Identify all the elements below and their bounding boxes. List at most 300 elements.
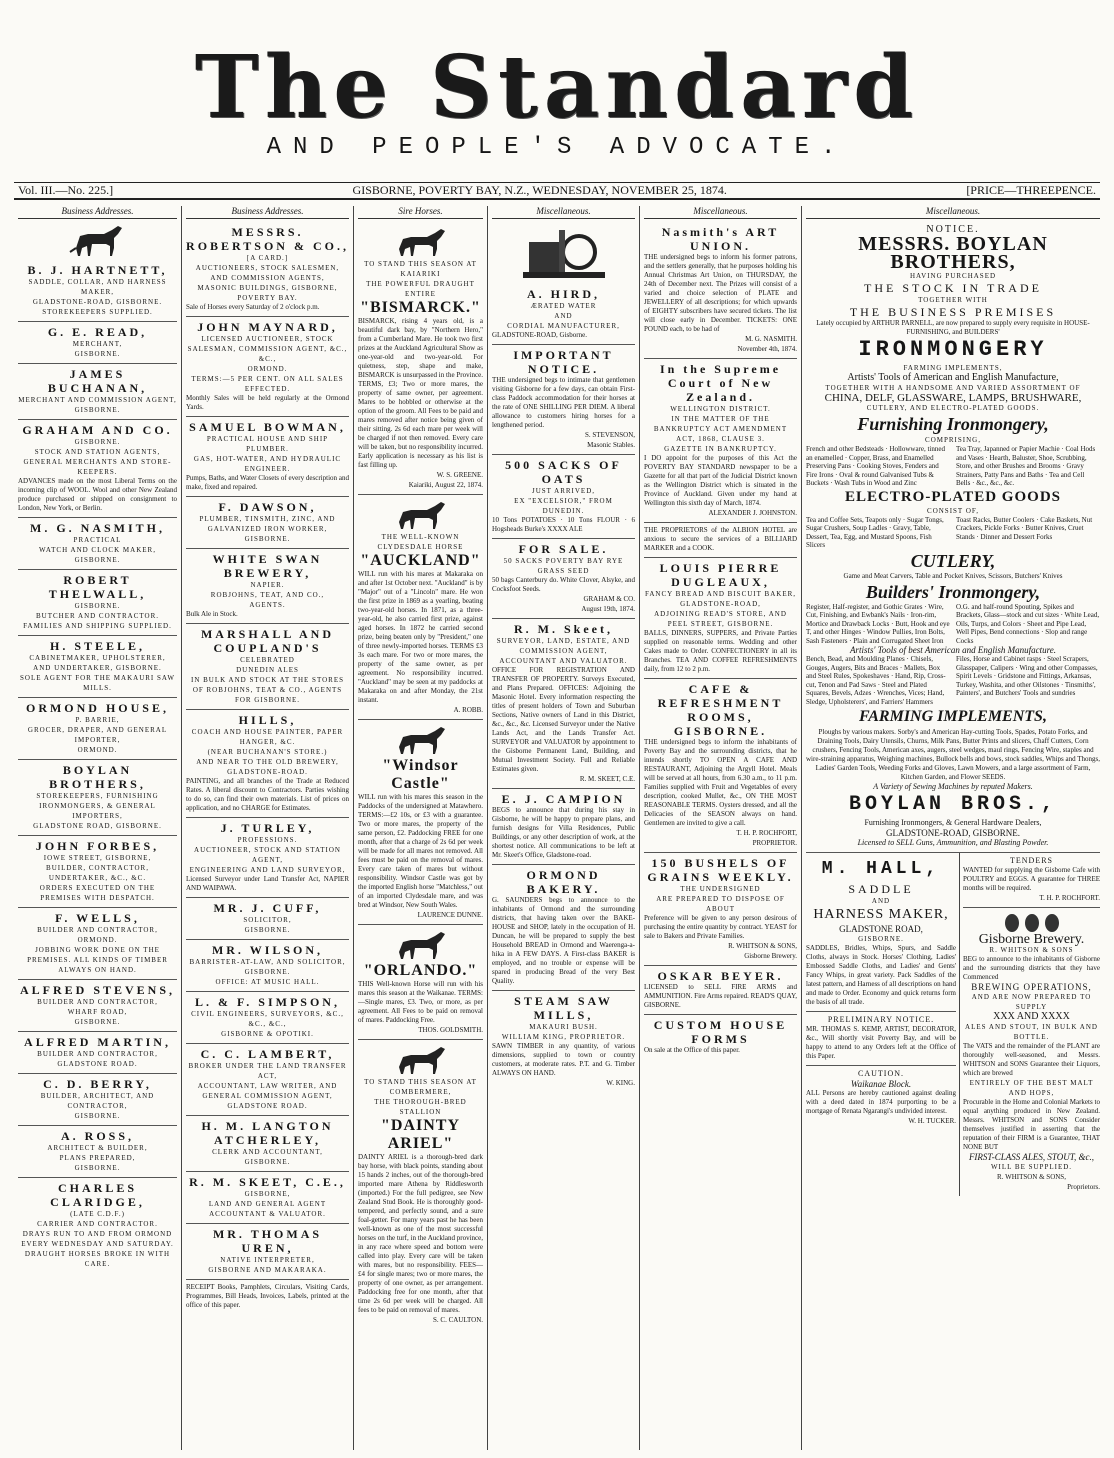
ad-line: CORDIAL MANUFACTURER,	[507, 322, 620, 330]
ad-line: PLANS PREPARED,	[59, 1154, 136, 1162]
ad-line: ORMOND.	[77, 746, 118, 754]
ad-signature: GRAHAM & CO.	[583, 595, 635, 603]
ad-signature: ALEXANDER J. JOHNSTON.	[708, 509, 797, 517]
split-right	[960, 853, 1100, 1196]
ad-name: MR. THOMAS UREN,	[212, 1227, 323, 1255]
column-heading: Business Addresses.	[18, 206, 177, 219]
ad-line: THE POWERFUL DRAUGHT ENTIRE	[366, 280, 475, 298]
barrel-icon	[963, 913, 1100, 933]
ad-line: GAS, HOT-WATER, AND HYDRAULIC ENGINEER.	[193, 455, 342, 473]
ad-signature: R. WHITSON & SONS,	[728, 942, 797, 950]
advertisement	[644, 359, 797, 523]
ad-name: J. TURLEY,	[220, 821, 315, 835]
ad-line: AND	[871, 897, 891, 905]
split-left	[806, 853, 960, 1196]
ad-name: PRELIMINARY NOTICE.	[827, 1015, 935, 1024]
ad-body: BISMARCK, rising 4 years old, is a beautiful dark bay, by "Northern Hero," from a Cumberland Mare. He took two first prizes at the Auckland Agricultural Show as one-year-old and two-year-old. For quietness, step, shape and make, BISMARCK is unsurpassed in the Province. TERMS, £3; Two or more mares, the property of same owner, per agreement. Mares to be hobbled or otherwise at the option of the groom. All Fees to be paid and mares removed after notice being given of their sitting. 2s 6d each mare per week will be charged if not then removed. Every care will be taken, but no responsibility incurred. Early application is necessary as his list is fast filling up.	[358, 317, 483, 469]
ad-name: CAFE & REFRESHMENT ROOMS, GISBORNE.	[657, 682, 784, 738]
ad-line: DUNEDIN ALES	[236, 666, 299, 674]
ad-body: RECEIPT Books, Pamphlets, Circulars, Visiting Cards, Programmes, Bill Heads, Invoices, Labels, printed at the office of this paper.	[186, 1283, 349, 1309]
ad-line: GISBORNE.	[74, 1164, 121, 1172]
ad-line: Licensed to SELL Guns, Ammunition, and Blasting Powder.	[857, 838, 1049, 847]
ad-line: SOLICITOR,	[243, 916, 292, 924]
ad-line: 50 SACKS POVERTY BAY RYE GRASS SEED	[503, 557, 624, 575]
ad-line: JUST ARRIVED,	[531, 487, 596, 495]
ad-line: P. BARRIE,	[75, 716, 120, 724]
advertisement	[18, 570, 177, 636]
advertisement	[186, 710, 349, 818]
ad-line: CELEBRATED	[240, 656, 295, 664]
ad-signature: T. H. P. ROCHFORT.	[1039, 894, 1100, 902]
volume-number: Vol. III.—No. 225.]	[18, 183, 114, 197]
advertisement	[18, 1178, 177, 1273]
advertisement	[644, 523, 797, 558]
ad-line: COMPRISING,	[925, 436, 981, 444]
advertisement	[186, 222, 349, 317]
ad-body: LICENSED to SELL FIRE ARMS and AMMUNITION. Fire Arms repaired. READ'S QUAY, GISBORNE.	[644, 983, 797, 1009]
ad-line: BROKER UNDER THE LAND TRANSFER ACT,	[188, 1062, 347, 1080]
ad-line: (LATE C.D.F.)	[70, 1210, 125, 1218]
ad-body: SADDLES, Bridles, Whips, Spurs, and Saddle Cloths, always in Stock. Horses' Clothing, Ladies' Embossed Saddle Cloths, and Ladies' and Gents' Fancy Whips, in great variety. Pack Saddles of the latest pattern, and Harness of all descriptions on hand and made to Order. Economy and quick returns form the basis of all trade.	[806, 944, 956, 1006]
advertisement	[18, 698, 177, 760]
list-right: O.G. and half-round Spouting, Spikes and Brackets, Glass—stock and cut sizes · White Lead, Oils, Turps, and Colors · Sheet and Pipe Lead, Well Pipes, Bend connections · Slop and range Cocks	[956, 602, 1100, 645]
ad-line: Waikanae Block.	[850, 1079, 912, 1089]
ad-line: GLADSTONE-ROAD,	[680, 600, 761, 608]
ad-line: DRAYS RUN TO AND FROM ORMOND EVERY WEDNESDAY AND SATURDAY. DRAUGHT HORSES BROKE IN WITH CARE.	[21, 1230, 174, 1268]
ad-name: MESSRS. ROBERTSON & CO.,	[186, 225, 349, 253]
ad-line: BUTCHER AND CONTRACTOR.	[35, 612, 160, 620]
ad-name: "AUCKLAND"	[360, 552, 481, 569]
ad-line: BUILDER, CONTRACTOR, UNDERTAKER, &C., &C.	[46, 864, 149, 882]
advertisement	[644, 966, 797, 1015]
advertisement	[492, 455, 635, 539]
ad-body: WANTED for supplying the Gisborne Cafe with POULTRY and EGGS. A guarantee for THREE months will be required.	[963, 866, 1100, 892]
ad-name: ORMOND BAKERY.	[526, 868, 601, 896]
column-business-addresses-2	[182, 206, 354, 1450]
ad-body: BEG to announce to the inhabitants of Gisborne and the surrounding districts that they have Commenced	[963, 955, 1100, 981]
ad-body: Pumps, Baths, and Water Closets of every description and make, fixed and repaired.	[186, 474, 349, 491]
ad-line: XXX AND XXXX	[993, 1011, 1070, 1022]
machinery-icon	[492, 222, 635, 282]
ad-name: H. STEELE,	[49, 639, 146, 653]
ad-line: BREWING OPERATIONS,	[971, 982, 1092, 992]
advertisement	[186, 624, 349, 710]
ad-body: Preference will be given to any person desirous of purchasing the entire quantity by contract. YEAST for sale to Bakers and Private Families.	[644, 914, 797, 940]
advertisement	[186, 317, 349, 417]
ad-body: G. SAUNDERS begs to announce to the inhabitants of Ormond and the surrounding districts, that having taken over the BAKE-HOUSE and SHOP, lately in the occupation of H. Duncan, he will be prepared to supply the best Household BREAD in Ormond and Waerenga-a-hika in A FEW DAYS. A First-class BAKER is employed, and no trouble or expense will be spared in producing Bread of the very Best Quality.	[492, 896, 635, 985]
column-heading: Business Addresses.	[186, 206, 349, 219]
advertisement	[358, 925, 483, 1040]
ad-name: "BISMARCK."	[360, 299, 481, 316]
ad-line: MAKAURI BUSH.	[529, 1023, 598, 1031]
ad-line: ARCHITECT & BUILDER,	[47, 1144, 148, 1152]
horse-icon	[358, 227, 483, 257]
ad-line: BUILDER AND CONTRACTOR,	[37, 998, 158, 1006]
ad-signature: A. ROBB.	[453, 706, 483, 714]
ad-line: GISBORNE.	[74, 556, 121, 564]
ad-line: THE UNDERSIGNED	[680, 885, 761, 893]
list-left: Tea and Coffee Sets, Teapots only · Sugar Tongs, Sugar Crushers, Soup Ladles · Gravy, Table, Dessert, Tea, Egg, and Mustard Spoons, Fish Slicers	[806, 515, 944, 549]
ad-line: GLADSTONE-ROAD, GISBORNE.	[32, 298, 163, 306]
ad-line: GLADSTONE ROAD.	[57, 1060, 138, 1068]
advertisement	[18, 420, 177, 518]
columns	[14, 206, 1104, 1450]
ad-signature: Gisborne Brewery.	[744, 952, 797, 960]
ad-signature: W. H. TUCKER.	[908, 1117, 956, 1125]
ad-line: GROCER, DRAPER, AND GENERAL IMPORTER,	[27, 726, 168, 744]
ad-line: GISBORNE.	[244, 926, 291, 934]
column-heading: Sire Horses.	[358, 206, 483, 219]
ad-line: CLERK AND ACCOUNTANT,	[212, 1148, 323, 1156]
furnishing-heading: Furnishing Ironmongery,	[857, 414, 1049, 434]
advertisement	[358, 495, 483, 720]
bottom-split	[806, 853, 1100, 1196]
advertisement	[492, 789, 635, 865]
ad-line: STOREKEEPERS SUPPLIED.	[42, 308, 153, 316]
ad-line: IN THE MATTER OF THE BANKRUPTCY ACT AMENDMENT ACT, 1868, CLAUSE 3.	[653, 415, 788, 443]
list-right: Files, Horse and Cabinet rasps · Steel Scrapers, Glasspaper, Calipers · Wing and other Compasses, Spirit Levels · Gridstone and Fittings, Arkansas, Turkey, Washita, and other Oilstones · Tinsmiths', Painters', and Butchers' Tools and sundries	[956, 655, 1098, 697]
ad-line: TERMS:—5 PER CENT. ON ALL SALES EFFECTED.	[191, 375, 344, 393]
advertisement	[186, 940, 349, 992]
column-miscellaneous-1	[488, 206, 640, 1450]
ad-body: THE undersigned begs to inform the inhabitants of Poverty Bay and the surrounding districts, that he intends shortly TO OPEN A CAFE AND RESTAURANT, Adjoining the Argyll Hotel. Meals will be served at all hours, from 6.30 a.m., to 11 p.m. Families supplied with Fruit and Vegetables of every description, cooked Mullet, &c., ON THE MOST REASONABLE TERMS. Oysters dressed, and all the Delicacies of the SEASON always on hand. Gentlemen are invited to give a call.	[644, 738, 797, 827]
ad-line: CHINA, DELF, GLASSWARE, LAMPS, BRUSHWARE,	[824, 392, 1082, 404]
boylan-brothers-ad	[806, 222, 1100, 853]
ad-line: GISBORNE.	[858, 935, 904, 943]
ad-line: GISBORNE.	[74, 350, 121, 358]
ad-line: HAVING PURCHASED	[909, 272, 997, 280]
ad-body: DAINTY ARIEL is a thorough-bred dark bay horse, with black points, standing about 15 hands 2 inches, out of the thorough-bred imported mare Athena by Riddlesworth (imported.) For the full pedigree, see New Zealand Stud Book. He is thoroughly good-tempered, and perfectly sound, and a sure foal-getter. For many years past he has been well-known as one of the most successful horses on the turf, in the Auckland province, in any race where speed and bottom were called into play. Every care will be taken with mares, but no responsibility. FEES—£4 for single mares; two or more mares, the property of one owner, as per arrangement. Paddocking free for one month, after that time 2s 6d per week will be charged. All fees to be paid on removal of mares.	[358, 1153, 483, 1314]
ad-line: COACH AND HOUSE PAINTER, PAPER HANGER, &C.	[191, 728, 344, 746]
ad-line: AND ARE NOW PREPARED TO SUPPLY	[971, 993, 1092, 1011]
ad-body: OFFICE FOR REGISTRATION AND TRANSFER OF PROPERTY. Surveys Executed, and Plans Prepared. OFFICES: Adjoining the Masonic Hotel. Every information respecting the titles of present holders of Town and Suburban Sections, Native owners of Land in this District, &c., &c., &c. Licensed Surveyor under the Native Lands Act, and the Lands Transfer Act. SURVEYOR and VALUATOR by appointment to the Gisborne Permanent Land, Building, and Mutual Investment Society. Full and Reliable Estimates given.	[492, 666, 635, 773]
ad-line: GENERAL MERCHANTS AND STORE-KEEPERS.	[23, 458, 172, 476]
ad-line: WILLIAM KING, PROPRIETOR.	[501, 1033, 626, 1041]
advertisement	[186, 1172, 349, 1224]
horse-icon	[18, 222, 177, 258]
ad-name: B. J. HARTNETT,	[27, 263, 168, 277]
ad-signature: S. STEVENSON,	[585, 431, 635, 439]
ad-line: AND UNDERTAKER, GISBORNE.	[33, 664, 162, 672]
ad-line: OFFICE: AT MUSIC HALL.	[215, 978, 320, 986]
advertisement	[358, 222, 483, 495]
ad-line: ORMOND.	[247, 365, 288, 373]
horse-icon	[358, 725, 483, 755]
ad-name: MARSHALL AND COUPLAND'S	[200, 627, 334, 655]
ad-line: CARRIER AND CONTRACTOR.	[37, 1220, 158, 1228]
advertisement	[492, 619, 635, 789]
ad-line: WILL BE SUPPLIED.	[990, 1163, 1073, 1171]
ad-line: GLADSTONE ROAD,	[839, 924, 923, 934]
ad-name: F. DAWSON,	[218, 500, 317, 514]
ad-name: CUSTOM HOUSE FORMS	[653, 1018, 788, 1046]
ad-line: (NEAR BUCHANAN'S STORE.)	[207, 748, 328, 756]
ad-body: Sale of Horses every Saturday of 2 o'clock p.m.	[186, 303, 320, 311]
column-heading: Miscellaneous.	[492, 206, 635, 219]
ad-name: GRAHAM AND CO.	[22, 423, 173, 437]
advertisement	[18, 260, 177, 322]
ad-line: R. WHITSON & SONS	[989, 946, 1074, 954]
ad-line: CONSIST OF,	[927, 506, 979, 515]
ad-line: ORDERS EXECUTED ON THE PREMISES WITH DESPATCH.	[39, 884, 156, 902]
ad-line: THE BUSINESS PREMISES	[849, 305, 1057, 319]
advertisement	[492, 284, 635, 345]
ad-line: MERCHANT AND COMMISSION AGENT,	[18, 396, 177, 404]
ad-name: G. E. READ,	[47, 325, 148, 339]
cutlery-heading: CUTLERY,	[910, 550, 996, 571]
caution-ad	[806, 1066, 956, 1130]
horse-icon	[358, 500, 483, 530]
ad-line: FANCY BREAD AND BISCUIT BAKER,	[644, 590, 797, 598]
ad-name: M. G. NASMITH,	[30, 521, 165, 535]
ad-name: C. D. BERRY,	[43, 1077, 152, 1091]
ad-signature: Proprietors.	[1067, 1183, 1100, 1191]
advertisement	[644, 222, 797, 359]
ad-body: Monthly Sales will be held regularly at the Ormond Yards.	[186, 394, 349, 411]
advertisement	[18, 1074, 177, 1126]
ad-name: 150 BUSHELS OF GRAINS WEEKLY.	[647, 856, 794, 884]
ad-body: WILL run with his mares this season in the Paddocks of the undersigned at Matawhero. TERMS:—£2 10s, or £3 with a guarantee. Two or more mares, the property of the same person, £2. Paddocking FREE for one month, after that a charge of 2s 6d per week will be made for all mares not removed. All fees must be paid on the removal of mares. Every care taken of mares but without responsibility. Windsor Castle was got by the imported English horse "Matchless," out of an imported Clydesdale mare, and was bred at Windsor, New South Wales.	[358, 793, 483, 909]
ad-line: ACCOUNTANT & VALUATOR.	[209, 1210, 326, 1218]
advertisement	[492, 539, 635, 619]
ad-body: Ploughs by various makers. Sorby's and American Hay-cutting Tools, Spades, Potato Forks, and Draining Tools, Dairy Utensils, Churns, Milk Pans, Butter Prints and slicers, Chaff Cutters, Corn crushers, Fencing Tools, American axes, augers, steel wedges, maul rings, Fencing Wire, staples and wire-straining apparatus, Weighing machines, Bullock bells and bows, stock saddles, Whips and Thongs, Ladies' Garden Tools, Weeding Forks and Gloves, Lawn Mowers, and a large assortment of Farm, Kitchen Garden, and Flower SEEDS.	[806, 728, 1100, 781]
horse-icon	[358, 1045, 483, 1075]
ad-line: MASONIC BUILDINGS, GISBORNE, POVERTY BAY.	[197, 284, 338, 302]
ad-body: MR. THOMAS S. KEMP, ARTIST, DECORATOR, &c., Will shortly visit Poverty Bay, and will be happy to attend to any Orders left at the Office of this Paper.	[806, 1025, 956, 1060]
ad-line: ACCOUNTANT, LAW WRITER, AND GENERAL COMMISSION AGENT,	[197, 1082, 338, 1100]
advertisement	[186, 1224, 349, 1280]
ad-name: In the Supreme Court of New Zealand.	[659, 362, 782, 404]
masthead-subtitle: AND PEOPLE'S ADVOCATE.	[266, 134, 848, 161]
ad-body: THE PROPRIETORS of the ALBION HOTEL are anxious to secure the services of a BILLIARD MARKER and a COOK.	[644, 526, 797, 552]
ad-line: FAMILIES AND SHIPPING SUPPLIED.	[23, 622, 172, 630]
advertisement	[186, 1116, 349, 1172]
ad-name: FOR SALE.	[518, 542, 609, 556]
ad-signature: M. G. NASMITH.	[745, 335, 797, 343]
ad-line: NAPIER.	[250, 581, 285, 589]
ad-name: TENDERS	[1010, 856, 1053, 865]
ad-body: THE undersigned begs to inform his former patrons, and the settlers generally, that he purposes holding his Annual Christmas Art Union, on THURSDAY, the 24th of December next. The Prizes will consist of a varied and choice selection of PLATE and JEWELLERY of all descriptions; for which upwards of EIGHTY subscribers have secured tickets. The list will close early in December. TICKETS: ONE POUND each, to be had of	[644, 253, 797, 333]
ad-line: ORMOND.	[77, 936, 118, 944]
ad-name: JOHN MAYNARD,	[197, 320, 338, 334]
advertisement	[18, 364, 177, 420]
ad-body: GLADSTONE-ROAD, Gisborne.	[492, 331, 587, 339]
ad-body: ALL Persons are hereby cautioned against dealing with a deed dated in 1874 purporting to be a mortgage of Renata Ngarangi's undivided interest.	[806, 1089, 956, 1115]
ad-signature: W. S. GREENE.	[436, 471, 483, 479]
builders-heading: Builders' Ironmongery,	[865, 581, 1041, 602]
ad-body: SAWN TIMBER in any quantity, of various dimensions, supplied to town or country customers, at moderate rates. P.T. and G. Timber ALWAYS ON HAND.	[492, 1042, 635, 1077]
advertisement	[644, 853, 797, 966]
ad-name: ALFRED STEVENS,	[19, 983, 176, 997]
advertisement	[186, 497, 349, 549]
ad-line: TOGETHER WITH A HANDSOME AND VARIED ASSORTMENT OF	[825, 384, 1081, 392]
ad-line: LAND AND GENERAL AGENT	[208, 1200, 327, 1208]
ad-line: ACCOUNTANT AND VALUATOR.	[499, 657, 628, 665]
ad-body: BALLS, DINNERS, SUPPERS, and Private Parties supplied on reasonable terms. Wedding and other Cakes made to Order. CONFECTIONERY in all its Branches. TEA AND COFFEE REFRESHMENTS daily, from 12 to 2 p.m.	[644, 629, 797, 673]
preliminary-notice-ad	[806, 1012, 956, 1066]
ad-body: THE undersigned begs to intimate that gentlemen visiting Gisborne for a few days, can obtain First-class Paddock accommodation for their horses at the rate of ONE SHILLING PER DIEM. A liberal allowance to customers hiring horses for a lengthened period.	[492, 376, 635, 429]
ad-signature: PROPRIETOR.	[752, 839, 797, 847]
advertisement	[492, 345, 635, 455]
ad-body: BEGS to announce that during his stay in Gisborne, he will be happy to prepare plans, and furnish designs for Villa Residences, Public Buildings, or any other description of work, at the shortest notice. All communications to be left at Mr. Skeet's Office, Gladstone-road.	[492, 806, 635, 859]
list-left: Bench, Bead, and Moulding Planes · Chisels, Gouges, Augers, Bits and Braces · Mallets, Box and Steel Rules, Spokeshaves · Hand, Rip, Cross-cut, Tenon and Pad Saws · Steel and Plated Squares, Bevels, Adzes · Wrenches, Vices; Hand, Sledge, Upholsterers', and Farriers' Hammers	[806, 655, 946, 706]
ad-line: MERCHANT,	[72, 340, 123, 348]
ad-line: FIRST-CLASS ALES, STOUT, &c.,	[968, 1152, 1095, 1162]
advertisement	[358, 720, 483, 925]
list-left: Register, Half-register, and Gothic Grates · Wire, Cut, Finishing, and Ewbank's Nails · Iron-rim, Mortice and Drawback Locks · Butt, Hook and eye T, and other Hinges · Window Pullies, Iron Bolts, Sash Fasteners · Plain and Corrugated Sheet Iron	[806, 602, 950, 645]
list-right: Toast Racks, Butter Coolers · Cake Baskets, Nut Crackers, Pickle Forks · Butter Knives, Cruet Stands · Dinner and Dessert Forks	[956, 515, 1093, 541]
column-heading: Miscellaneous.	[644, 206, 797, 219]
ad-line: BARRISTER-AT-LAW, AND SOLICITOR,	[189, 958, 346, 966]
column-miscellaneous-2	[640, 206, 802, 1450]
electro-plated-heading: ELECTRO-PLATED GOODS	[844, 488, 1061, 505]
ad-signature: R. M. SKEET, C.E.	[579, 775, 635, 783]
ad-name: MR. WILSON,	[211, 943, 324, 957]
ad-name: A. HIRD,	[526, 287, 600, 301]
list-right: Tea Tray, Japanned or Papier Machie · Coal Hods and Vases · Hearth, Baluster, Shoe, Scrubbing, Store, and other Brushes and Brooms · Gravy Strainers, Patty Pans and Baths · Tea and Cell Bells · &c., &c., &c.	[956, 445, 1096, 487]
price: [PRICE—THREEPENCE.	[966, 183, 1096, 197]
ad-line: ÆRATED WATER	[530, 302, 597, 310]
ad-line: AUCTIONEERS, STOCK SALESMEN, AND COMMISSION AGENTS,	[195, 264, 340, 282]
ad-line: TO STAND THIS SEASON AT COMBERMERE,	[364, 1078, 477, 1096]
ad-line: GLADSTONE-ROAD, GISBORNE.	[885, 828, 1021, 838]
ad-line: THE WELL-KNOWN CLYDESDALE HORSE	[377, 533, 464, 551]
ad-line: JOBBING WORK DONE ON THE PREMISES. ALL KINDS OF TIMBER ALWAYS ON HAND.	[27, 946, 168, 974]
ad-body: Procurable in the Home and Colonial Markets to equal anything produced in New Zealand. Messrs. WHITSON and SONS Consider themselves justified in asserting that the reputation of their FIRM is a Guarantee, THAT NONE BUT	[963, 1098, 1100, 1151]
advertisement	[186, 992, 349, 1044]
ad-name: Nasmith's ART UNION.	[661, 225, 780, 253]
ad-line: GISBORNE.	[244, 535, 291, 543]
ad-name: "DAINTY ARIEL"	[381, 1117, 460, 1152]
notice-heading: NOTICE.	[926, 224, 980, 235]
ad-line: PRACTICAL HOUSE AND SHIP PLUMBER.	[206, 435, 329, 453]
ad-body: Licensed Surveyor under Land Transfer Act, NAPIER AND WAIPAWA.	[186, 875, 349, 892]
ad-name: BOYLAN BROTHERS,	[49, 763, 146, 791]
ad-name: MR. J. CUFF,	[213, 901, 322, 915]
ad-line: GISBORNE,	[244, 1190, 291, 1198]
ad-line: Furnishing Ironmongers, & General Hardware Dealers,	[864, 818, 1042, 827]
advertisement	[186, 1044, 349, 1116]
gisborne-brewery-ad	[963, 908, 1100, 1196]
advertisement	[18, 1032, 177, 1074]
ad-line: AGENTS.	[249, 601, 286, 609]
furnishing-list	[806, 445, 1100, 488]
column-miscellaneous-3	[802, 206, 1104, 1450]
ad-body: The VATS and the remainder of the PLANT are thoroughly well-seasoned, and Messrs. WHITSON and SONS Guarantee their Liquors, which are brewed	[963, 1042, 1100, 1077]
ad-line: GLADSTONE ROAD, GISBORNE.	[33, 822, 162, 830]
masthead	[0, 37, 1114, 161]
ironmongery-heading: IRONMONGERY	[858, 337, 1048, 362]
ad-name: HILLS,	[238, 713, 297, 727]
ad-line: PROFESSIONS.	[237, 836, 298, 844]
ad-line: IOWE STREET, GISBORNE,	[43, 854, 152, 862]
ad-line: TOGETHER WITH	[918, 296, 988, 304]
ad-line: TO STAND THIS SEASON AT KAIARIKI	[364, 260, 477, 278]
ad-line: NATIVE INTERPRETER,	[220, 1256, 315, 1264]
ad-line: EX "EXCELSIOR," FROM DUNEDIN.	[514, 497, 613, 515]
ad-body: Game and Meat Carvers, Table and Pocket Knives, Scissors, Butchers' Knives	[843, 571, 1063, 580]
ad-line: LICENSED AUCTIONEER, STOCK SALESMAN, COMMISSION AGENT, &C., &C.,	[187, 335, 348, 363]
ad-body: 50 bags Canterbury do. White Clover, Alsyke, and Cocksfoot Seeds.	[492, 576, 635, 593]
ad-line: AND	[554, 312, 573, 320]
ad-line: AUCTIONEER, STOCK AND STATION AGENT,	[194, 846, 341, 864]
ad-body: On sale at the Office of this paper.	[644, 1046, 740, 1054]
ad-line: SADDLE	[848, 882, 914, 896]
ad-line: [A CARD.]	[246, 254, 289, 262]
ad-signature: T. H. P. ROCHFORT,	[736, 829, 797, 837]
ad-line: ARE PREPARED TO DISPOSE OF ABOUT	[656, 895, 785, 913]
ad-body: WILL run with his mares at Makaraka on and after 1st October next. "Auckland" is by "Major" out of a "Lincoln" mare. He won the first prize in 1869 as a yearling, beating two-year-old horses. In 1871, as a three-year-old, he also carried first prize, against aged horses. In 1872 he carried second prize, being beaten only by "President," one of three newly-imported horses. TERMS £3 3s each mare. For two or more mares, the property of the same owner, as per agreement. No responsibility incurred. "Auckland" may be seen at my paddocks at Makaraka on and after Monday, the 21st instant.	[358, 570, 483, 704]
farming-heading: FARMING IMPLEMENTS,	[859, 708, 1047, 725]
builders-list	[806, 603, 1100, 646]
ad-name: R. M. SKEET, C.E.,	[189, 1175, 346, 1189]
ad-name: 500 SACKS OF OATS	[505, 458, 622, 486]
advertisement	[18, 980, 177, 1032]
ad-name: ROBERT THELWALL,	[48, 573, 147, 601]
ad-body: Lately occupied by ARTHUR PARNELL, are now prepared to supply every requisite in HOUSE-FURNISHING, and BUILDERS'	[816, 319, 1090, 336]
ad-line: SADDLE, COLLAR, AND HARNESS MAKER,	[28, 278, 167, 296]
boylan-bros-heading: BOYLAN BROS.,	[848, 793, 1058, 816]
ad-line: WELLINGTON DISTRICT.	[670, 405, 771, 413]
masthead-title: The Standard	[194, 37, 920, 138]
advertisement	[18, 322, 177, 364]
advertisement	[492, 991, 635, 1092]
ad-line: STOREKEEPERS, FURNISHING IRONMONGERS, & GENERAL IMPORTERS,	[36, 792, 159, 820]
ad-line: ENGINEERING AND LAND SURVEYOR,	[189, 866, 346, 874]
tenders-ad	[963, 853, 1100, 908]
ad-line: GISBORNE.	[74, 438, 121, 446]
ad-body: 10 Tons POTATOES · 10 Tons FLOUR · 6 Hogsheads Burke's XXXX ALE	[492, 516, 635, 533]
column-sire-horses	[354, 206, 488, 1450]
ad-line: GISBORNE.	[74, 406, 121, 414]
ad-line: ADJOINING READ'S STORE, AND PEEL STREET, GISBORNE.	[654, 610, 787, 628]
ad-name: JAMES BUCHANAN,	[47, 367, 148, 395]
advertisement	[644, 679, 797, 853]
ad-name: WHITE SWAN BREWERY,	[212, 552, 323, 580]
ad-line: FARMING IMPLEMENTS,	[903, 364, 1003, 372]
ad-name: ALFRED MARTIN,	[24, 1035, 171, 1049]
ad-line: WHARF ROAD,	[67, 1008, 128, 1016]
ad-line: GLADSTONE ROAD.	[227, 1102, 308, 1110]
ad-line: BUILDER AND CONTRACTOR,	[37, 1050, 158, 1058]
ad-body: I DO appoint for the purposes of this Act the POVERTY BAY STANDARD newspaper to be a Gazette for all that part of the Judicial District known as the Wellington District which is situated in the Province of Auckland. Given under my hand at Wellington this sixth day of March, 1874.	[644, 454, 797, 507]
advertisement	[18, 1126, 177, 1178]
advertisement	[18, 760, 177, 836]
ad-name: IMPORTANT NOTICE.	[513, 348, 614, 376]
ad-line: IN BULK AND STOCK AT THE STORES OF ROBJOHNS, TEAT & CO., AGENTS FOR GISBORNE.	[190, 676, 344, 704]
ad-line: Artists' Tools of American and English Manufacture,	[847, 372, 1059, 383]
ad-line: GISBORNE.	[244, 1158, 291, 1166]
ad-name: Gisborne Brewery.	[978, 932, 1085, 947]
ad-body: Bulk Ale in Stock.	[186, 610, 238, 618]
advertisement	[644, 1015, 797, 1059]
ad-line: SURVEYOR, LAND, ESTATE, AND COMMISSION AGENT,	[496, 637, 631, 655]
ad-line: PLUMBER, TINSMITH, ZINC, AND GALVANIZED IRON WORKER,	[199, 515, 336, 533]
ad-name: A. ROSS,	[60, 1129, 134, 1143]
ad-signature: Masonic Stables.	[587, 441, 635, 449]
ad-name: E. J. CAMPION	[501, 792, 626, 806]
ad-line: ENTIRELY OF THE BEST MALT AND HOPS,	[969, 1079, 1094, 1097]
advertisement	[18, 836, 177, 908]
ad-line: THE THOROUGH-BRED STALLION	[374, 1098, 467, 1116]
ad-signature: R. WHITSON & SONS,	[997, 1173, 1066, 1181]
advertisement	[492, 865, 635, 991]
ad-name: LOUIS PIERRE DUGLEAUX,	[659, 561, 782, 589]
ad-line: STOCK AND STATION AGENTS,	[34, 448, 161, 456]
ad-name: STEAM SAW MILLS,	[514, 994, 613, 1022]
ad-signature: LAURENCE DUNNE.	[417, 911, 483, 919]
place-date: GISBORNE, POVERTY BAY, N.Z., WEDNESDAY, NOVEMBER 25, 1874.	[352, 183, 727, 197]
